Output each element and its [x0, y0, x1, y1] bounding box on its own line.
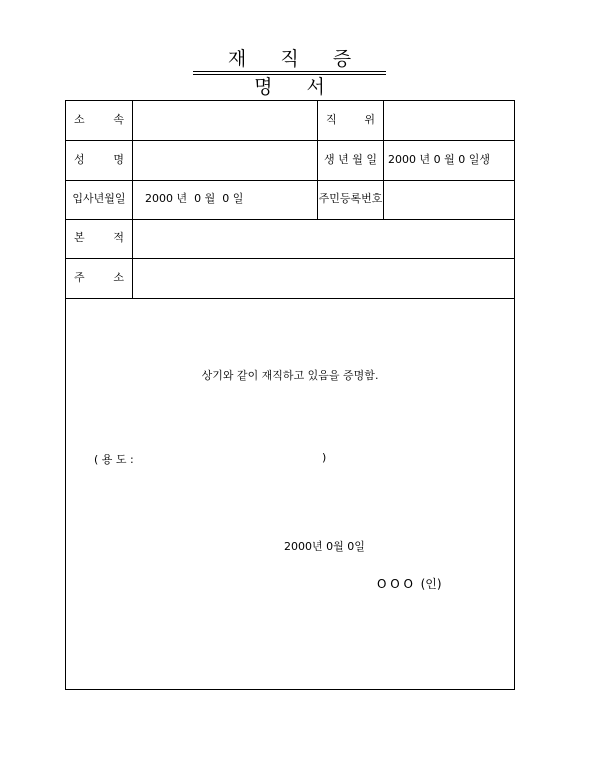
label-birthdate: 생 년 월 일 — [324, 153, 377, 166]
label-domicile — [66, 219, 132, 257]
label-resident-number: 주민등록번호 — [318, 192, 383, 205]
label-column-divider — [132, 101, 133, 298]
label-char: 위 — [364, 113, 375, 126]
label-char: 주 — [74, 271, 85, 284]
title-underline-double — [193, 74, 386, 75]
value-resident-number[interactable] — [388, 180, 512, 218]
value-birthdate[interactable]: 2000 년 0 월 0 일생 — [388, 153, 490, 166]
label-name — [66, 141, 132, 179]
purpose-field[interactable] — [148, 447, 318, 465]
row-divider — [66, 298, 514, 299]
value-name[interactable] — [136, 141, 314, 179]
title-underline — [193, 71, 386, 72]
label-char: 본 — [74, 231, 85, 244]
value-hire-date[interactable]: 2000 년 0 월 0 일 — [145, 192, 244, 205]
purpose-label: ( 용 도 : — [94, 453, 134, 466]
label-char: 적 — [113, 231, 124, 244]
label-char: 속 — [113, 113, 124, 126]
column-divider — [383, 101, 384, 219]
value-department[interactable] — [136, 101, 314, 139]
label-position — [318, 101, 383, 139]
label-char: 소 — [74, 113, 85, 126]
label-char: 소 — [113, 271, 124, 284]
purpose-close: ) — [322, 451, 327, 464]
label-hire-date: 입사년월일 — [72, 192, 126, 205]
label-address — [66, 259, 132, 297]
label-department — [66, 101, 132, 139]
value-address[interactable] — [136, 259, 512, 297]
certificate-form — [65, 100, 515, 690]
certification-statement: 상기와 같이 재직하고 있음을 증명함. — [201, 369, 379, 382]
label-char: 명 — [113, 153, 124, 166]
value-domicile[interactable] — [136, 219, 512, 257]
issue-date: 2000년 0월 0일 — [284, 540, 365, 553]
document-title: 재 직 증 명 서 — [227, 48, 366, 98]
label-char: 성 — [74, 153, 85, 166]
value-position[interactable] — [388, 101, 512, 139]
label-char: 직 — [326, 113, 337, 126]
signer-seal: O O O (인) — [377, 577, 442, 591]
